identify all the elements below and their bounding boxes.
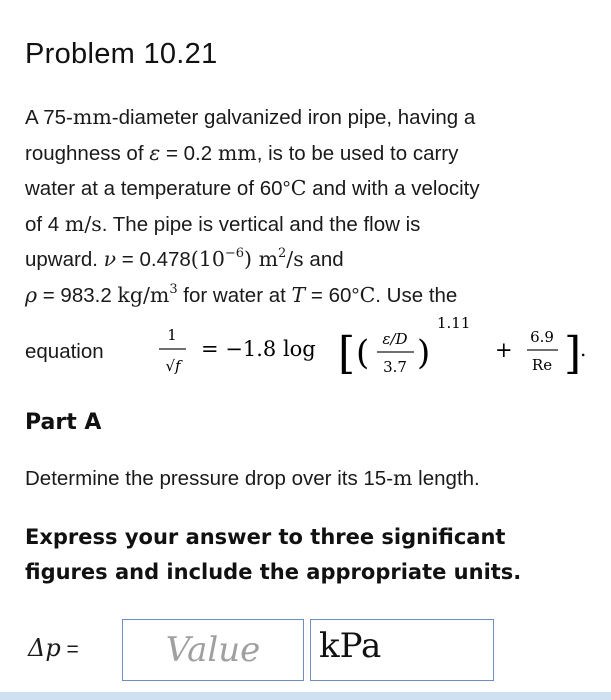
degree-symbol: ° xyxy=(351,283,360,307)
text: . Use the xyxy=(375,283,458,307)
text: for water at xyxy=(177,283,292,307)
value-input[interactable] xyxy=(122,619,304,681)
delta-p-symbol: Δp xyxy=(28,634,61,662)
problem-line-6 xyxy=(25,278,595,314)
equals-sign: = xyxy=(60,638,79,661)
equation-word: equation xyxy=(25,340,104,363)
text: and xyxy=(303,248,344,271)
text: = 0.2 xyxy=(160,141,218,165)
text: A 75- xyxy=(25,106,73,129)
text: ) xyxy=(244,247,253,271)
bottom-strip xyxy=(0,692,611,700)
rho-symbol: ρ xyxy=(25,282,38,307)
frac-denominator: √f xyxy=(165,357,181,375)
exponent: −6 xyxy=(224,246,245,261)
unit-mm: mm xyxy=(217,140,257,165)
problem-line-2 xyxy=(25,136,595,172)
epsilon-symbol: ε xyxy=(149,140,161,165)
text: = 0.478 xyxy=(116,248,191,271)
text: , is to be used to carry xyxy=(256,141,459,165)
close-paren: ) xyxy=(417,333,431,373)
plus-sign: + xyxy=(495,338,513,362)
part-question xyxy=(25,466,480,491)
unit-s: /s xyxy=(286,247,304,271)
degree-symbol: ° xyxy=(282,177,291,200)
problem-line-1 xyxy=(25,100,595,136)
text: water at a temperature of 60 xyxy=(25,177,283,200)
text: roughness of xyxy=(25,141,150,165)
frac-denominator: 3.7 xyxy=(383,358,407,376)
close-bracket: ] xyxy=(564,328,582,379)
equation-formula xyxy=(25,314,595,384)
answer-label xyxy=(28,634,79,662)
open-paren: ( xyxy=(356,333,370,373)
problem-line-3 xyxy=(25,171,595,207)
text: = 983.2 xyxy=(37,283,118,307)
text: of 4 xyxy=(25,212,65,236)
temperature-symbol: T xyxy=(291,282,306,307)
colebrook-equation xyxy=(25,314,595,384)
text: and with a velocity xyxy=(306,177,480,200)
equation-period: . xyxy=(580,337,587,361)
exponent: 3 xyxy=(169,281,178,297)
open-bracket: [ xyxy=(338,328,356,379)
unit-m: m xyxy=(252,247,279,271)
equation-rhs: = −1.8 log xyxy=(201,337,316,361)
problem-statement xyxy=(25,100,595,313)
nu-symbol: ν xyxy=(103,247,117,271)
frac-numerator: 1 xyxy=(167,326,177,344)
roughness-ratio: ε/D xyxy=(382,330,408,348)
problem-line-5 xyxy=(25,242,595,278)
unit-m: m xyxy=(393,466,413,490)
text: -diameter galvanized iron pipe, having a xyxy=(111,106,476,129)
exponent: 2 xyxy=(278,246,287,261)
exponent: 1.11 xyxy=(437,314,471,332)
part-heading: Part A xyxy=(25,410,102,435)
frac-numerator: 6.9 xyxy=(530,328,554,346)
text: Determine the pressure drop over its 15- xyxy=(25,467,394,490)
text: length. xyxy=(412,467,480,490)
unit-m-per-s: m/s xyxy=(64,211,102,236)
unit-celsius: C xyxy=(290,176,307,200)
text: (10 xyxy=(190,247,225,271)
problem-line-4 xyxy=(25,207,595,243)
units-input[interactable]: kPa xyxy=(310,619,494,681)
answer-instruction: Express your answer to three significant figures and include the appropriate units. xyxy=(25,525,522,584)
unit-celsius: C xyxy=(359,282,376,307)
unit-mm: mm xyxy=(72,105,112,129)
text: . The pipe is vertical and the flow is xyxy=(101,212,421,236)
problem-title: Problem 10.21 xyxy=(25,38,218,70)
text: = 60 xyxy=(305,283,352,307)
text: upward. xyxy=(25,248,104,271)
frac-denominator: Re xyxy=(531,356,553,374)
unit-kg-per-m: kg/m xyxy=(117,282,170,307)
